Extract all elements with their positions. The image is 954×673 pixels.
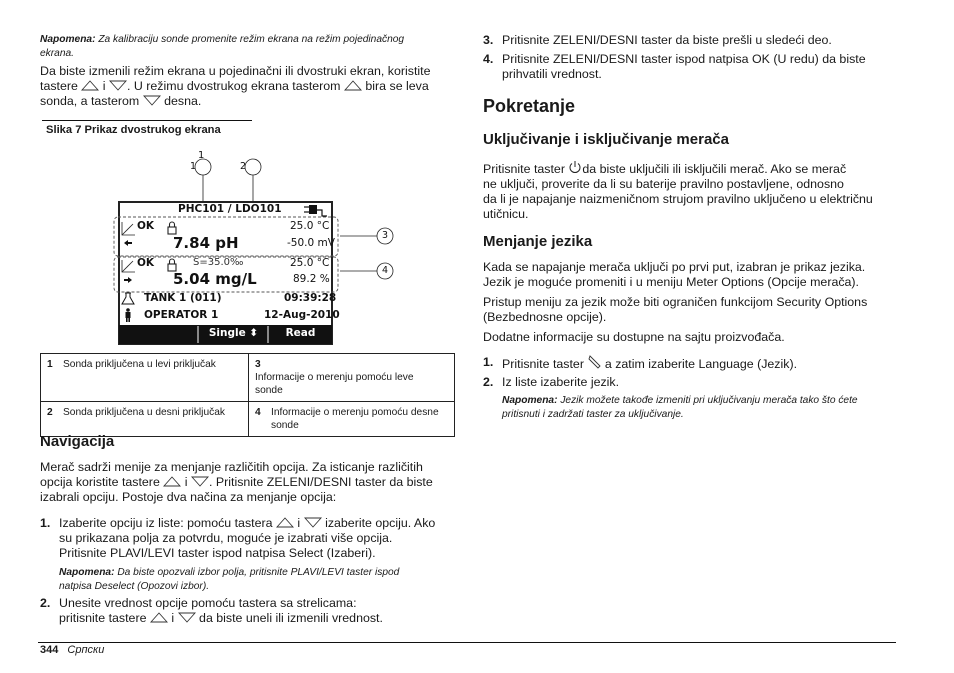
up-arrow-key-icon xyxy=(163,476,181,487)
paragraph-line xyxy=(40,475,465,490)
legend-text: Sonda priključena u levi priključak xyxy=(63,359,216,370)
paragraph-line: Pristup meniju za jezik može biti ograničen funkcijom Security Options xyxy=(483,295,868,309)
text: opcija koristite tastere xyxy=(40,475,160,489)
list-number: 3. xyxy=(483,33,494,47)
down-arrow-key-icon xyxy=(304,517,322,528)
down-arrow-key-icon xyxy=(178,612,196,623)
callout-1-label: 1 xyxy=(198,150,205,161)
probe1-value: 7.84 pH xyxy=(173,234,239,252)
subsection-heading-power: Uključivanje i isključivanje merača xyxy=(483,131,729,148)
text: i xyxy=(184,475,188,489)
list-text: Pritisnite ZELENI/DESNI taster da biste prešli u sledeći deo. xyxy=(502,33,832,47)
navigation-paragraph xyxy=(40,460,465,505)
subsection-heading-language: Menjanje jezika xyxy=(483,233,593,250)
list-text: Iz liste izaberite jezik. xyxy=(502,375,620,389)
probe2-percent: 89.2 % xyxy=(293,273,330,285)
paragraph-line: Jezik je moguće promeniti i u meniju Meter Options (Opcije merača). xyxy=(483,275,859,289)
note-label: Napomena: xyxy=(40,34,96,45)
section-heading-startup: Pokretanje xyxy=(483,96,576,116)
list-number: 2. xyxy=(40,596,51,610)
paragraph-line: utičnicu. xyxy=(483,207,529,221)
power-paragraph xyxy=(483,160,913,222)
text: da biste uključili ili isključili merač. Ako se merač xyxy=(582,162,847,176)
note-deselect xyxy=(59,566,435,594)
paragraph-line: ne uključi, proverite da li su baterije pravilno postavljene, odnosno xyxy=(483,177,844,191)
footer-language: Српски xyxy=(67,644,105,656)
note-text: Jezik možete takođe izmeniti pri uključivanju merača tako što ćete xyxy=(557,395,858,406)
paragraph-line: Merač sadrži menije za menjanje različitih opcija. Za isticanje različitih xyxy=(40,460,423,474)
page-number: 344 xyxy=(40,644,59,656)
probe2-temp: 25.0 °C xyxy=(290,257,330,269)
legend-text: Informacije o merenju pomoću desne sonde xyxy=(271,407,439,431)
text: izaberite opciju. Ako xyxy=(325,516,436,530)
list-item xyxy=(483,355,798,371)
up-arrow-key-icon xyxy=(81,80,99,91)
note-label: Napomena: xyxy=(59,567,115,578)
list-text xyxy=(59,516,435,594)
text: Izaberite opciju iz liste: pomoću tastera xyxy=(59,516,273,530)
down-arrow-key-icon xyxy=(109,80,127,91)
note-text-cont: pritisnuti i zadržati taster za uključivanje. xyxy=(502,409,684,420)
paragraph-line: Dodatne informacije su dostupne na sajtu proizvođača. xyxy=(483,330,785,344)
down-arrow-key-icon xyxy=(143,95,161,106)
paragraph-line xyxy=(40,94,465,109)
list-item xyxy=(40,596,383,625)
list-text xyxy=(502,355,797,372)
text: a zatim izaberite Language (Jezik). xyxy=(604,357,798,371)
paragraph-line: Da biste izmenili režim ekrana u pojedinačni ili dvostruki ekran, koristite xyxy=(40,64,431,78)
probe2-salinity: S=35.0‰ xyxy=(193,257,244,268)
callout-label-3: 3 xyxy=(381,230,389,241)
legend-number: 2 xyxy=(47,407,53,418)
legend-number: 4 xyxy=(255,407,261,418)
callout-label-4: 4 xyxy=(381,265,389,276)
list-number: 1. xyxy=(483,355,494,369)
text: i xyxy=(171,611,175,625)
footer-rule xyxy=(38,642,896,643)
text: . Pritisnite ZELENI/DESNI taster da biste xyxy=(208,475,433,489)
figure-caption: Slika 7 Prikaz dvostrukog ekrana xyxy=(46,124,221,136)
probe2-value: 5.04 mg/L xyxy=(173,270,257,288)
callout-label-1: 1 xyxy=(189,161,197,172)
list-text xyxy=(59,596,383,626)
screen-date: 12-Aug-2010 xyxy=(264,309,340,321)
table-row xyxy=(41,354,455,402)
list-line: prihvatili vrednost. xyxy=(502,67,602,81)
text: i xyxy=(102,79,106,93)
text: pritisnite tastere xyxy=(59,611,147,625)
paragraph-line xyxy=(40,79,465,94)
probe2-status: OK xyxy=(137,257,155,269)
page-footer xyxy=(40,644,104,656)
text: . U režimu dvostrukog ekrana tasterom xyxy=(127,79,341,93)
list-line: su prikazana polja za potvrdu, moguće je izabrati više opcija. xyxy=(59,531,393,545)
legend-text: Sonda priključena u desni priključak xyxy=(63,407,225,418)
text: tastere xyxy=(40,79,78,93)
callout-label-2: 2 xyxy=(239,161,247,172)
sample-name: TANK 1 (011) xyxy=(144,292,222,304)
list-item xyxy=(40,516,436,592)
text: desna. xyxy=(164,94,202,108)
text: Pritisnite taster xyxy=(502,357,584,371)
text: da biste uneli ili izmenili vrednost. xyxy=(199,611,383,625)
list-item xyxy=(483,33,832,48)
paragraph-line: (Bezbednosne opcije). xyxy=(483,310,607,324)
legend-cell xyxy=(41,402,249,437)
up-arrow-key-icon xyxy=(344,80,362,91)
text: bira se leva xyxy=(365,79,429,93)
list-number: 4. xyxy=(483,52,494,66)
text: Pritisnite taster xyxy=(483,162,565,176)
probe1-status: OK xyxy=(137,220,155,232)
note-text-cont: ekrana. xyxy=(40,48,74,59)
note-text: Da biste opozvali izbor polja, pritisnite PLAVI/LEVI taster ispod xyxy=(114,567,400,578)
softkey-single[interactable]: Single ⬍ xyxy=(208,327,259,339)
probe1-temp: 25.0 °C xyxy=(290,220,330,232)
note-calibration xyxy=(40,33,460,61)
note-language xyxy=(502,394,912,422)
note-label: Napomena: xyxy=(502,395,558,406)
figure-legend-table xyxy=(40,353,455,437)
paragraph-line: izabrali opciju. Postoje dva načina za menjanje opcija: xyxy=(40,490,337,504)
section-heading-navigation: Navigacija xyxy=(40,433,115,450)
operator-name: OPERATOR 1 xyxy=(144,309,219,321)
table-row xyxy=(41,402,455,437)
up-arrow-key-icon xyxy=(276,517,294,528)
legend-number: 3 xyxy=(255,359,261,370)
screen-time: 09:39:28 xyxy=(284,292,337,304)
list-number: 2. xyxy=(483,375,494,389)
list-item xyxy=(483,375,620,390)
list-line: Pritisnite ZELENI/DESNI taster ispod natpisa OK (U redu) da biste xyxy=(502,52,866,66)
text: sonda, a tasterom xyxy=(40,94,140,108)
paragraph-line: Kada se napajanje merača uključi po prvi put, izabran je prikaz jezika. xyxy=(483,260,866,274)
legend-text: Informacije o merenju pomoću leve sonde xyxy=(255,372,414,396)
legend-cell xyxy=(249,402,455,437)
list-item xyxy=(483,52,866,81)
paragraph-line xyxy=(483,160,913,177)
display-mode-paragraph xyxy=(40,64,465,109)
screen-title: PHC101 / LDO101 xyxy=(178,203,282,215)
legend-cell xyxy=(41,354,249,402)
legend-number: 1 xyxy=(47,359,53,370)
down-arrow-key-icon xyxy=(191,476,209,487)
list-line xyxy=(59,611,383,626)
power-icon xyxy=(568,160,582,174)
note-text-cont: natpisa Deselect (Opozovi izbor). xyxy=(59,581,210,592)
paragraph-line: da li je napajanje naizmeničnom strujom pravilno uključeno u električnu xyxy=(483,192,873,206)
list-line xyxy=(59,516,435,531)
note-text: Za kalibraciju sonde promenite režim ekrana na režim pojedinačnog xyxy=(95,34,405,45)
text: i xyxy=(297,516,301,530)
list-text xyxy=(502,52,866,82)
wrench-icon xyxy=(587,355,601,370)
softkey-read[interactable]: Read xyxy=(285,327,316,339)
legend-cell xyxy=(249,354,455,402)
probe1-mv: -50.0 mV xyxy=(287,237,335,249)
list-line: Unesite vrednost opcije pomoću tastera sa strelicama: xyxy=(59,596,357,610)
up-arrow-key-icon xyxy=(150,612,168,623)
language-paragraphs xyxy=(483,260,913,345)
list-line: Pritisnite PLAVI/LEVI taster ispod natpisa Select (Izaberi). xyxy=(59,546,376,560)
list-number: 1. xyxy=(40,516,51,530)
figure-caption-rule xyxy=(42,120,252,121)
